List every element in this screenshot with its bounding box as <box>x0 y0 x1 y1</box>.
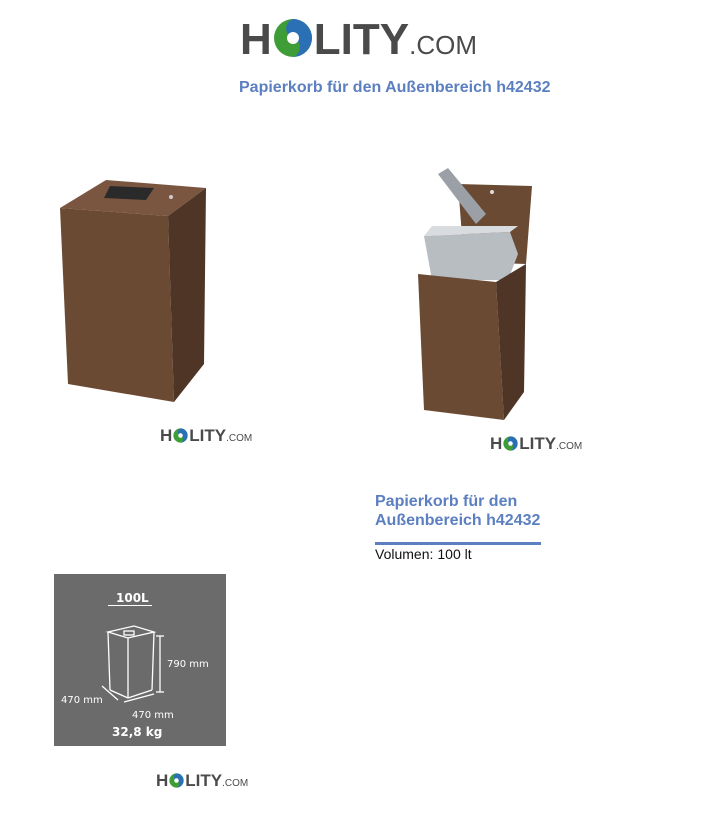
logo-com: .COM <box>556 441 583 452</box>
logo-com: .COM <box>226 433 253 444</box>
capacity-label: 100L <box>116 591 149 605</box>
holity-logo-small <box>160 426 252 445</box>
logo-letter-h: H <box>490 434 503 453</box>
depth-label: 470 mm <box>61 695 103 706</box>
logo-com: .COM <box>222 778 249 789</box>
holity-logo-small <box>490 434 582 453</box>
volume-value: 100 lt <box>437 546 472 562</box>
logo-letter-h: H <box>240 15 272 64</box>
product-title-line1: Papierkorb für den <box>375 493 518 510</box>
logo-swirl-icon <box>503 436 518 451</box>
holity-logo-small <box>156 771 248 790</box>
logo-com: .COM <box>409 30 477 60</box>
logo-letters-lity: LITY <box>313 15 410 64</box>
bin-open-image <box>414 166 536 422</box>
height-label: 790 mm <box>167 659 209 670</box>
product-title-line2: Außenbereich h42432 <box>375 512 541 529</box>
logo-letter-h: H <box>160 426 173 445</box>
product-title <box>375 492 575 530</box>
volume-label: Volumen: <box>375 546 434 562</box>
title-divider <box>375 542 541 545</box>
logo-letters-lity: LITY <box>519 434 557 453</box>
volume-info <box>375 546 476 562</box>
logo-swirl-icon <box>169 773 184 788</box>
bin-closed-image <box>58 178 208 404</box>
logo-swirl-icon <box>273 18 313 58</box>
width-label: 470 mm <box>132 710 174 721</box>
logo-swirl-icon <box>173 428 188 443</box>
weight-label: 32,8 kg <box>112 725 163 739</box>
logo-letters-lity: LITY <box>189 426 227 445</box>
page-title: Papierkorb für den Außenbereich h42432 <box>239 79 551 96</box>
holity-logo[interactable] <box>240 14 477 64</box>
logo-letters-lity: LITY <box>185 771 223 790</box>
dimensions-diagram <box>54 574 226 746</box>
logo-letter-h: H <box>156 771 169 790</box>
